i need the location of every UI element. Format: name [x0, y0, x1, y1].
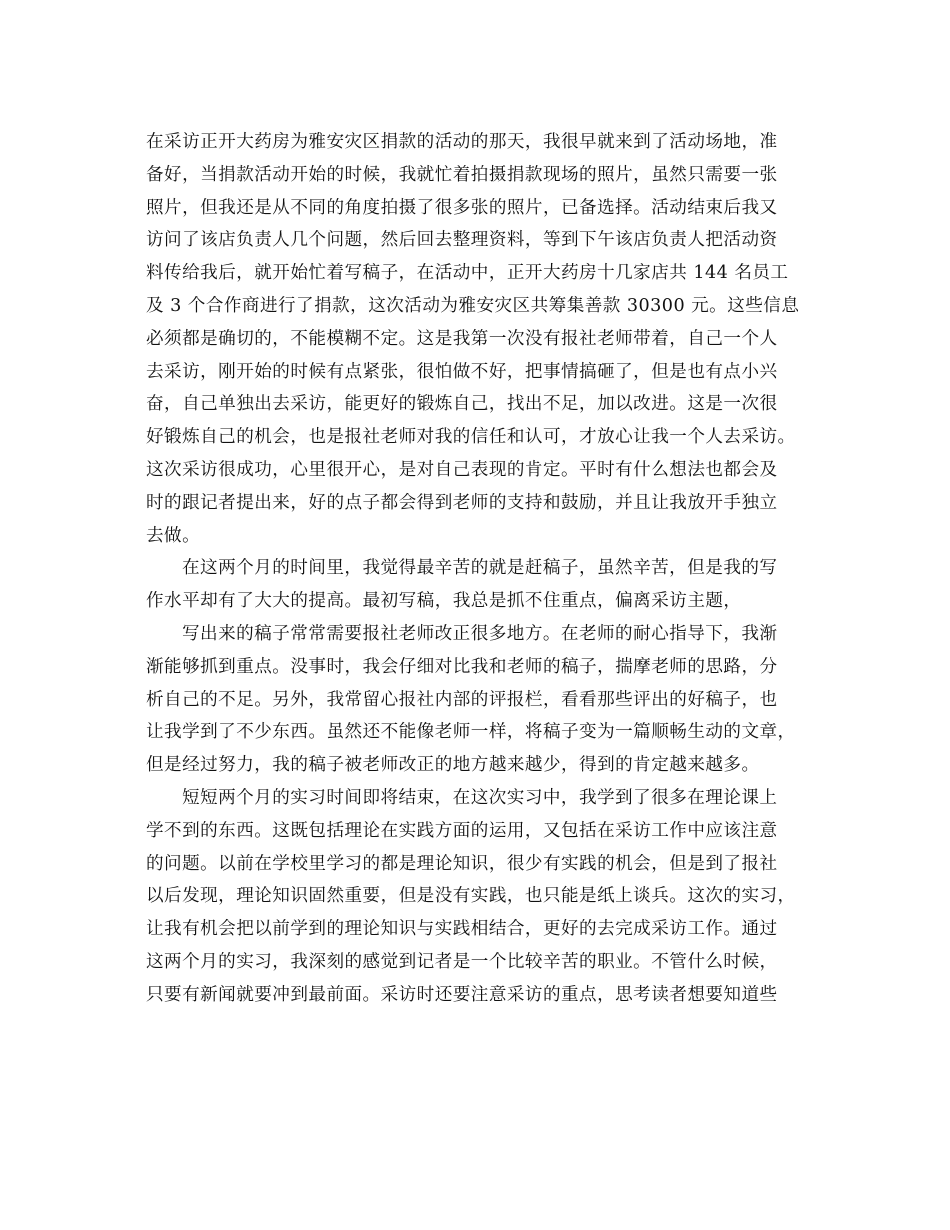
text-line: 时的跟记者提出来，好的点子都会得到老师的支持和鼓励，并且让我放开手独立 — [146, 492, 778, 513]
text-line: 必须都是确切的，不能模糊不定。这是我第一次没有报社老师带着，自己一个人 — [146, 328, 778, 349]
text-line: 访问了该店负责人几个问题，然后回去整理资料，等到下午该店负责人把活动资 — [146, 230, 778, 251]
text-line: 备好，当捐款活动开始的时候，我就忙着拍摄捐款现场的照片，虽然只需要一张 — [146, 164, 778, 185]
text-line: 这两个月的实习，我深刻的感觉到记者是一个比较辛苦的职业。不管什么时候， — [146, 951, 778, 972]
text-line: 短短两个月的实习时间即将结束，在这次实习中，我学到了很多在理论课上 — [182, 787, 778, 808]
text-line: 作水平却有了大大的提高。最初写稿，我总是抓不住重点，偏离采访主题， — [146, 591, 742, 612]
paragraph — [146, 618, 808, 782]
text-line: 但是经过努力，我的稿子被老师改正的地方越来越少，得到的肯定越来越多。 — [146, 755, 760, 776]
document-body — [146, 126, 808, 1012]
text-line: 好锻炼自己的机会，也是报社老师对我的信任和认可，才放心让我一个人去采访。 — [146, 427, 796, 448]
text-line: 只要有新闻就要冲到最前面。采访时还要注意采访的重点，思考读者想要知道些 — [146, 984, 778, 1005]
text-line: 让我有机会把以前学到的理论知识与实践相结合，更好的去完成采访工作。通过 — [146, 919, 778, 940]
text-line: 学不到的东西。这既包括理论在实践方面的运用，又包括在采访工作中应该注意 — [146, 820, 778, 841]
text-line: 这次采访很成功，心里很开心，是对自己表现的肯定。平时有什么想法也都会及 — [146, 459, 778, 480]
paragraph — [146, 126, 808, 552]
paragraph — [146, 552, 808, 618]
text-line: 在这两个月的时间里，我觉得最辛苦的就是赶稿子，虽然辛苦，但是我的写 — [182, 558, 778, 579]
text-line: 以后发现，理论知识固然重要，但是没有实践，也只能是纸上谈兵。这次的实习， — [146, 886, 796, 907]
text-line: 的问题。以前在学校里学习的都是理论知识，很少有实践的机会，但是到了报社 — [146, 853, 778, 874]
text-line: 奋，自己单独出去采访，能更好的锻炼自己，找出不足，加以改进。这是一次很 — [146, 394, 778, 415]
text-line: 去采访，刚开始的时候有点紧张，很怕做不好，把事情搞砸了，但是也有点小兴 — [146, 361, 778, 382]
text-line: 在采访正开大药房为雅安灾区捐款的活动的那天，我很早就来到了活动场地，准 — [146, 132, 778, 152]
text-line: 去做。 — [146, 525, 201, 546]
text-line: 渐能够抓到重点。没事时，我会仔细对比我和老师的稿子，揣摩老师的思路，分 — [146, 656, 778, 677]
text-line: 及 3 个合作商进行了捐款，这次活动为雅安灾区共筹集善款 30300 元。这些信息 — [146, 295, 800, 316]
text-line: 料传给我后，就开始忙着写稿子，在活动中，正开大药房十几家店共 144 名员工 — [146, 263, 789, 284]
text-line: 让我学到了不少东西。虽然还不能像老师一样，将稿子变为一篇顺畅生动的文章， — [146, 722, 796, 743]
text-line: 写出来的稿子常常需要报社老师改正很多地方。在老师的耐心指导下，我渐 — [182, 623, 778, 644]
text-line: 照片，但我还是从不同的角度拍摄了很多张的照片，已备选择。活动结束后我又 — [146, 197, 778, 218]
paragraph — [146, 782, 808, 1012]
text-line: 析自己的不足。另外，我常留心报社内部的评报栏，看看那些评出的好稿子，也 — [146, 689, 778, 710]
